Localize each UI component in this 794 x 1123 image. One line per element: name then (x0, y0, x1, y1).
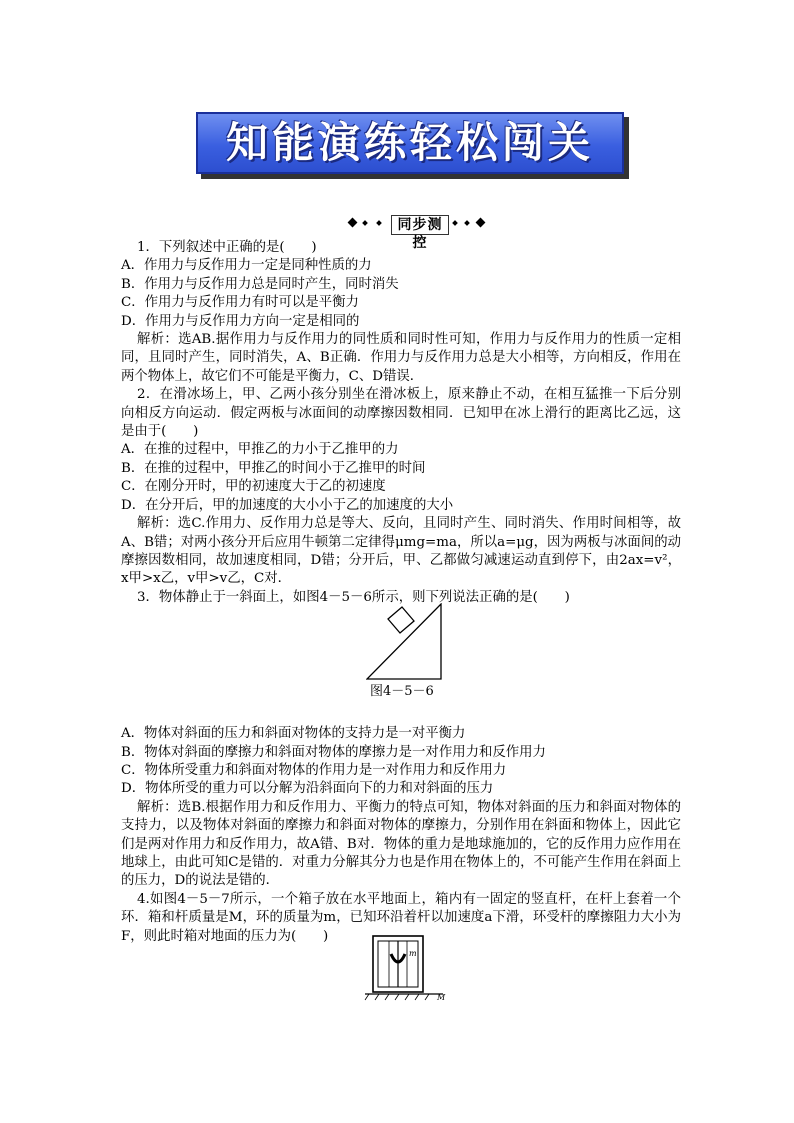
q2-option-a: A．在推的过程中，甲推乙的力小于乙推甲的力 (121, 442, 399, 458)
box-rod-ring-figure (363, 932, 453, 1004)
section-title: 同步测控 (391, 215, 449, 235)
label-M: M (437, 993, 446, 1002)
section-heading (345, 215, 487, 251)
q3-option-b: B．物体对斜面的摩擦力和斜面对物体的摩擦力是一对作用力和反作用力 (121, 744, 546, 760)
ground-hatch (415, 994, 419, 1000)
label-m: m (409, 949, 417, 958)
q2-option-b: B．在推的过程中，甲推乙的时间小于乙推甲的时间 (121, 460, 426, 476)
diamond-icon (452, 220, 458, 226)
q2-option-d: D．在分开后，甲的加速度的大小小于乙的加速度的大小 (121, 497, 454, 513)
banner-title: 知能演练轻松闯关 (225, 118, 594, 167)
diamond-icon (464, 220, 470, 226)
incline-figure (366, 603, 442, 681)
q2-stem: 2．在滑冰场上，甲、乙两小孩分别坐在滑冰板上，原来静止不动，在相互猛推一下后分别向相反方向运动．假定两板与冰面间的动摩擦因数相同．已知甲在冰上滑行的距离比乙远，这是由于( ) (121, 387, 681, 440)
ground-hatch (405, 994, 409, 1000)
q2-analysis: 解析：选C.作用力、反作用力总是等大、反向，且同时产生、同时消失、作用时间相等，故A、B错；对两小孩分开后应用牛顿第二定律得μmg=ma，所以a=μg，因为两板与冰面间的动摩擦因数相同，故加速度相同，D错；分开后，甲、乙都做匀减速运动直到停下，由2ax=v²，x甲>x乙，v甲>v乙，C对． (121, 516, 681, 587)
q1-option-d: D．作用力与反作用力方向一定是相同的 (121, 313, 360, 329)
diamond-icon (348, 218, 358, 228)
q3-option-a: A．物体对斜面的压力和斜面对物体的支持力是一对平衡力 (121, 726, 466, 742)
q1-analysis: 解析：选AB.据作用力与反作用力的同性质和同时性可知，作用力与反作用力的性质一定相同，且同时产生，同时消失，A、B正确．作用力与反作用力总是大小相等，方向相反，作用在两个物体上，故它们不可能是平衡力，C、D错误． (121, 332, 681, 384)
diamond-icon (476, 218, 486, 228)
ground-hatch (365, 994, 369, 1000)
q1-option-b: B．作用力与反作用力总是同时产生，同时消失 (121, 276, 399, 292)
diamond-icon (362, 220, 368, 226)
q2-option-c: C．在刚分开时，甲的初速度大于乙的初速度 (121, 479, 386, 495)
q3-option-d: D．物体所受的重力可以分解为沿斜面向下的力和对斜面的压力 (121, 781, 494, 797)
ground-hatch (425, 994, 429, 1000)
q3-analysis: 解析：选B.根据作用力和反作用力、平衡力的特点可知，物体对斜面的压力和斜面对物体的支持力，以及物体对斜面的摩擦力和斜面对物体的摩擦力，分别作用在斜面和物体上，因此它们是两对作用力和反作用力，故A错、B对．物体的重力是地球施加的，它的反作用力应作用在地球上，由此可知C是错的．对重力分解其分力也是作用在物体上的，不可能产生作用在斜面上的压力，D的说法是错的． (121, 799, 681, 889)
q1-stem: 1．下列叙述中正确的是( ) (137, 240, 317, 255)
figure-caption: 图4－5－6 (370, 684, 434, 699)
q4-stem: 4.如图4－5－7所示，一个箱子放在水平地面上，箱内有一固定的竖直杆，在杆上套着一个环．箱和杆质量是M，环的质量为m，已知环沿着杆以加速度a下滑，环受杆的摩擦阻力大小为F，则此时箱对地面的压力为( ) (121, 891, 681, 944)
q1-option-c: C．作用力与反作用力有时可以是平衡力 (121, 295, 359, 311)
block-on-incline (388, 607, 414, 633)
q1-option-a: A．作用力与反作用力一定是同种性质的力 (121, 258, 372, 274)
ground-hatch (375, 994, 379, 1000)
ground-hatch (385, 994, 389, 1000)
q3-stem: 3．物体静止于一斜面上，如图4－5－6所示，则下列说法正确的是( ) (137, 589, 570, 605)
question-list (121, 239, 681, 946)
ground-hatch (395, 994, 399, 1000)
q3-option-c: C．物体所受重力和斜面对物体的作用力是一对作用力和反作用力 (121, 762, 507, 778)
title-banner (196, 112, 624, 174)
diamond-icon (376, 220, 382, 226)
